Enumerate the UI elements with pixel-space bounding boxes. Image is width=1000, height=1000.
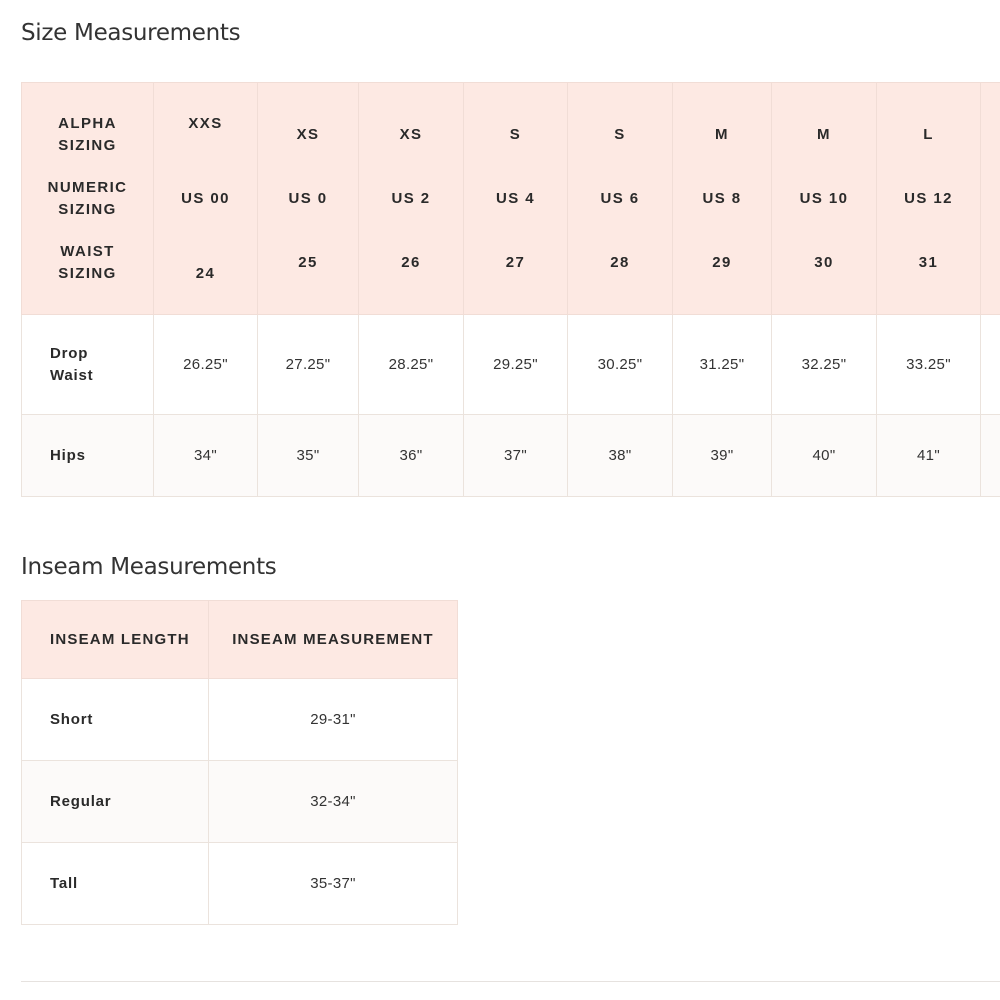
waist-size: 28 <box>610 253 630 271</box>
size-measurements-table <box>21 82 1000 497</box>
alpha-size: M <box>817 125 831 143</box>
alpha-size: XXS <box>188 114 223 132</box>
numeric-size: US 4 <box>496 189 535 207</box>
waist-size: 27 <box>505 253 526 271</box>
drop-waist-row <box>22 315 1000 415</box>
size-header-cell <box>464 83 568 315</box>
inseam-measurements-table <box>21 600 458 925</box>
drop-waist-value: 30.25" <box>568 315 673 415</box>
alpha-sizing-label: ALPHA SIZING <box>58 114 117 154</box>
hips-value: 36" <box>359 415 464 497</box>
size-header-cell <box>568 83 673 315</box>
drop-waist-value: 26.25" <box>154 315 258 415</box>
inseam-header-row <box>22 601 458 679</box>
numeric-size: US 12 <box>904 189 953 207</box>
alpha-size: S <box>614 125 626 143</box>
bottom-divider <box>21 981 1000 982</box>
waist-size: 29 <box>712 253 732 271</box>
drop-waist-label: Drop Waist <box>22 315 154 415</box>
waist-size: 25 <box>298 253 318 271</box>
size-header-cell <box>772 83 877 315</box>
inseam-length-header: INSEAM LENGTH <box>22 601 209 679</box>
hips-value: 35" <box>258 415 359 497</box>
alpha-size: S <box>509 125 522 143</box>
inseam-row <box>22 679 458 761</box>
alpha-size: XS <box>296 125 320 143</box>
hips-value: 38" <box>568 415 673 497</box>
inseam-length-cell: Regular <box>22 761 209 843</box>
inseam-measurement-header: INSEAM MEASUREMENT <box>209 601 458 679</box>
numeric-size: US 00 <box>181 189 230 207</box>
size-header-cell <box>673 83 772 315</box>
inseam-length-cell: Tall <box>22 843 209 925</box>
hips-value: 40" <box>772 415 877 497</box>
numeric-size: US 8 <box>702 189 742 207</box>
size-measurements-title: Size Measurements <box>21 20 241 46</box>
hips-value: 41" <box>877 415 981 497</box>
drop-waist-value: 28.25" <box>359 315 464 415</box>
size-header-labels <box>22 83 154 315</box>
size-header-cell <box>154 83 258 315</box>
drop-waist-value: 27.25" <box>258 315 359 415</box>
numeric-size: US 0 <box>288 189 328 207</box>
numeric-size: US 2 <box>391 189 431 207</box>
waist-size: 24 <box>195 264 216 282</box>
hips-row <box>22 415 1000 497</box>
size-header-row <box>22 83 1000 315</box>
waist-sizing-label: WAIST SIZING <box>58 242 117 282</box>
drop-waist-value-cut <box>981 315 1000 415</box>
numeric-size: US 10 <box>799 189 849 207</box>
inseam-row <box>22 843 458 925</box>
alpha-size: XS <box>399 125 423 143</box>
alpha-size: M <box>715 125 729 143</box>
numeric-size: US 6 <box>600 189 640 207</box>
drop-waist-value: 31.25" <box>673 315 772 415</box>
hips-value: 39" <box>673 415 772 497</box>
alpha-size: L <box>923 125 934 143</box>
numeric-sizing-label: NUMERIC SIZING <box>47 178 128 218</box>
waist-size: 31 <box>918 253 939 271</box>
size-header-cell <box>877 83 981 315</box>
inseam-measurement-cell: 32-34" <box>209 761 458 843</box>
drop-waist-value: 29.25" <box>464 315 568 415</box>
size-header-cell-cut <box>981 83 1000 315</box>
waist-size: 30 <box>814 253 834 271</box>
waist-size: 26 <box>401 253 421 271</box>
drop-waist-value: 32.25" <box>772 315 877 415</box>
size-header-cell <box>258 83 359 315</box>
hips-label: Hips <box>22 415 154 497</box>
inseam-measurements-title: Inseam Measurements <box>21 554 277 580</box>
hips-value-cut <box>981 415 1000 497</box>
inseam-row <box>22 761 458 843</box>
hips-value: 37" <box>464 415 568 497</box>
inseam-measurement-cell: 29-31" <box>209 679 458 761</box>
inseam-measurement-cell: 35-37" <box>209 843 458 925</box>
hips-value: 34" <box>154 415 258 497</box>
inseam-length-cell: Short <box>22 679 209 761</box>
drop-waist-value: 33.25" <box>877 315 981 415</box>
size-header-cell <box>359 83 464 315</box>
